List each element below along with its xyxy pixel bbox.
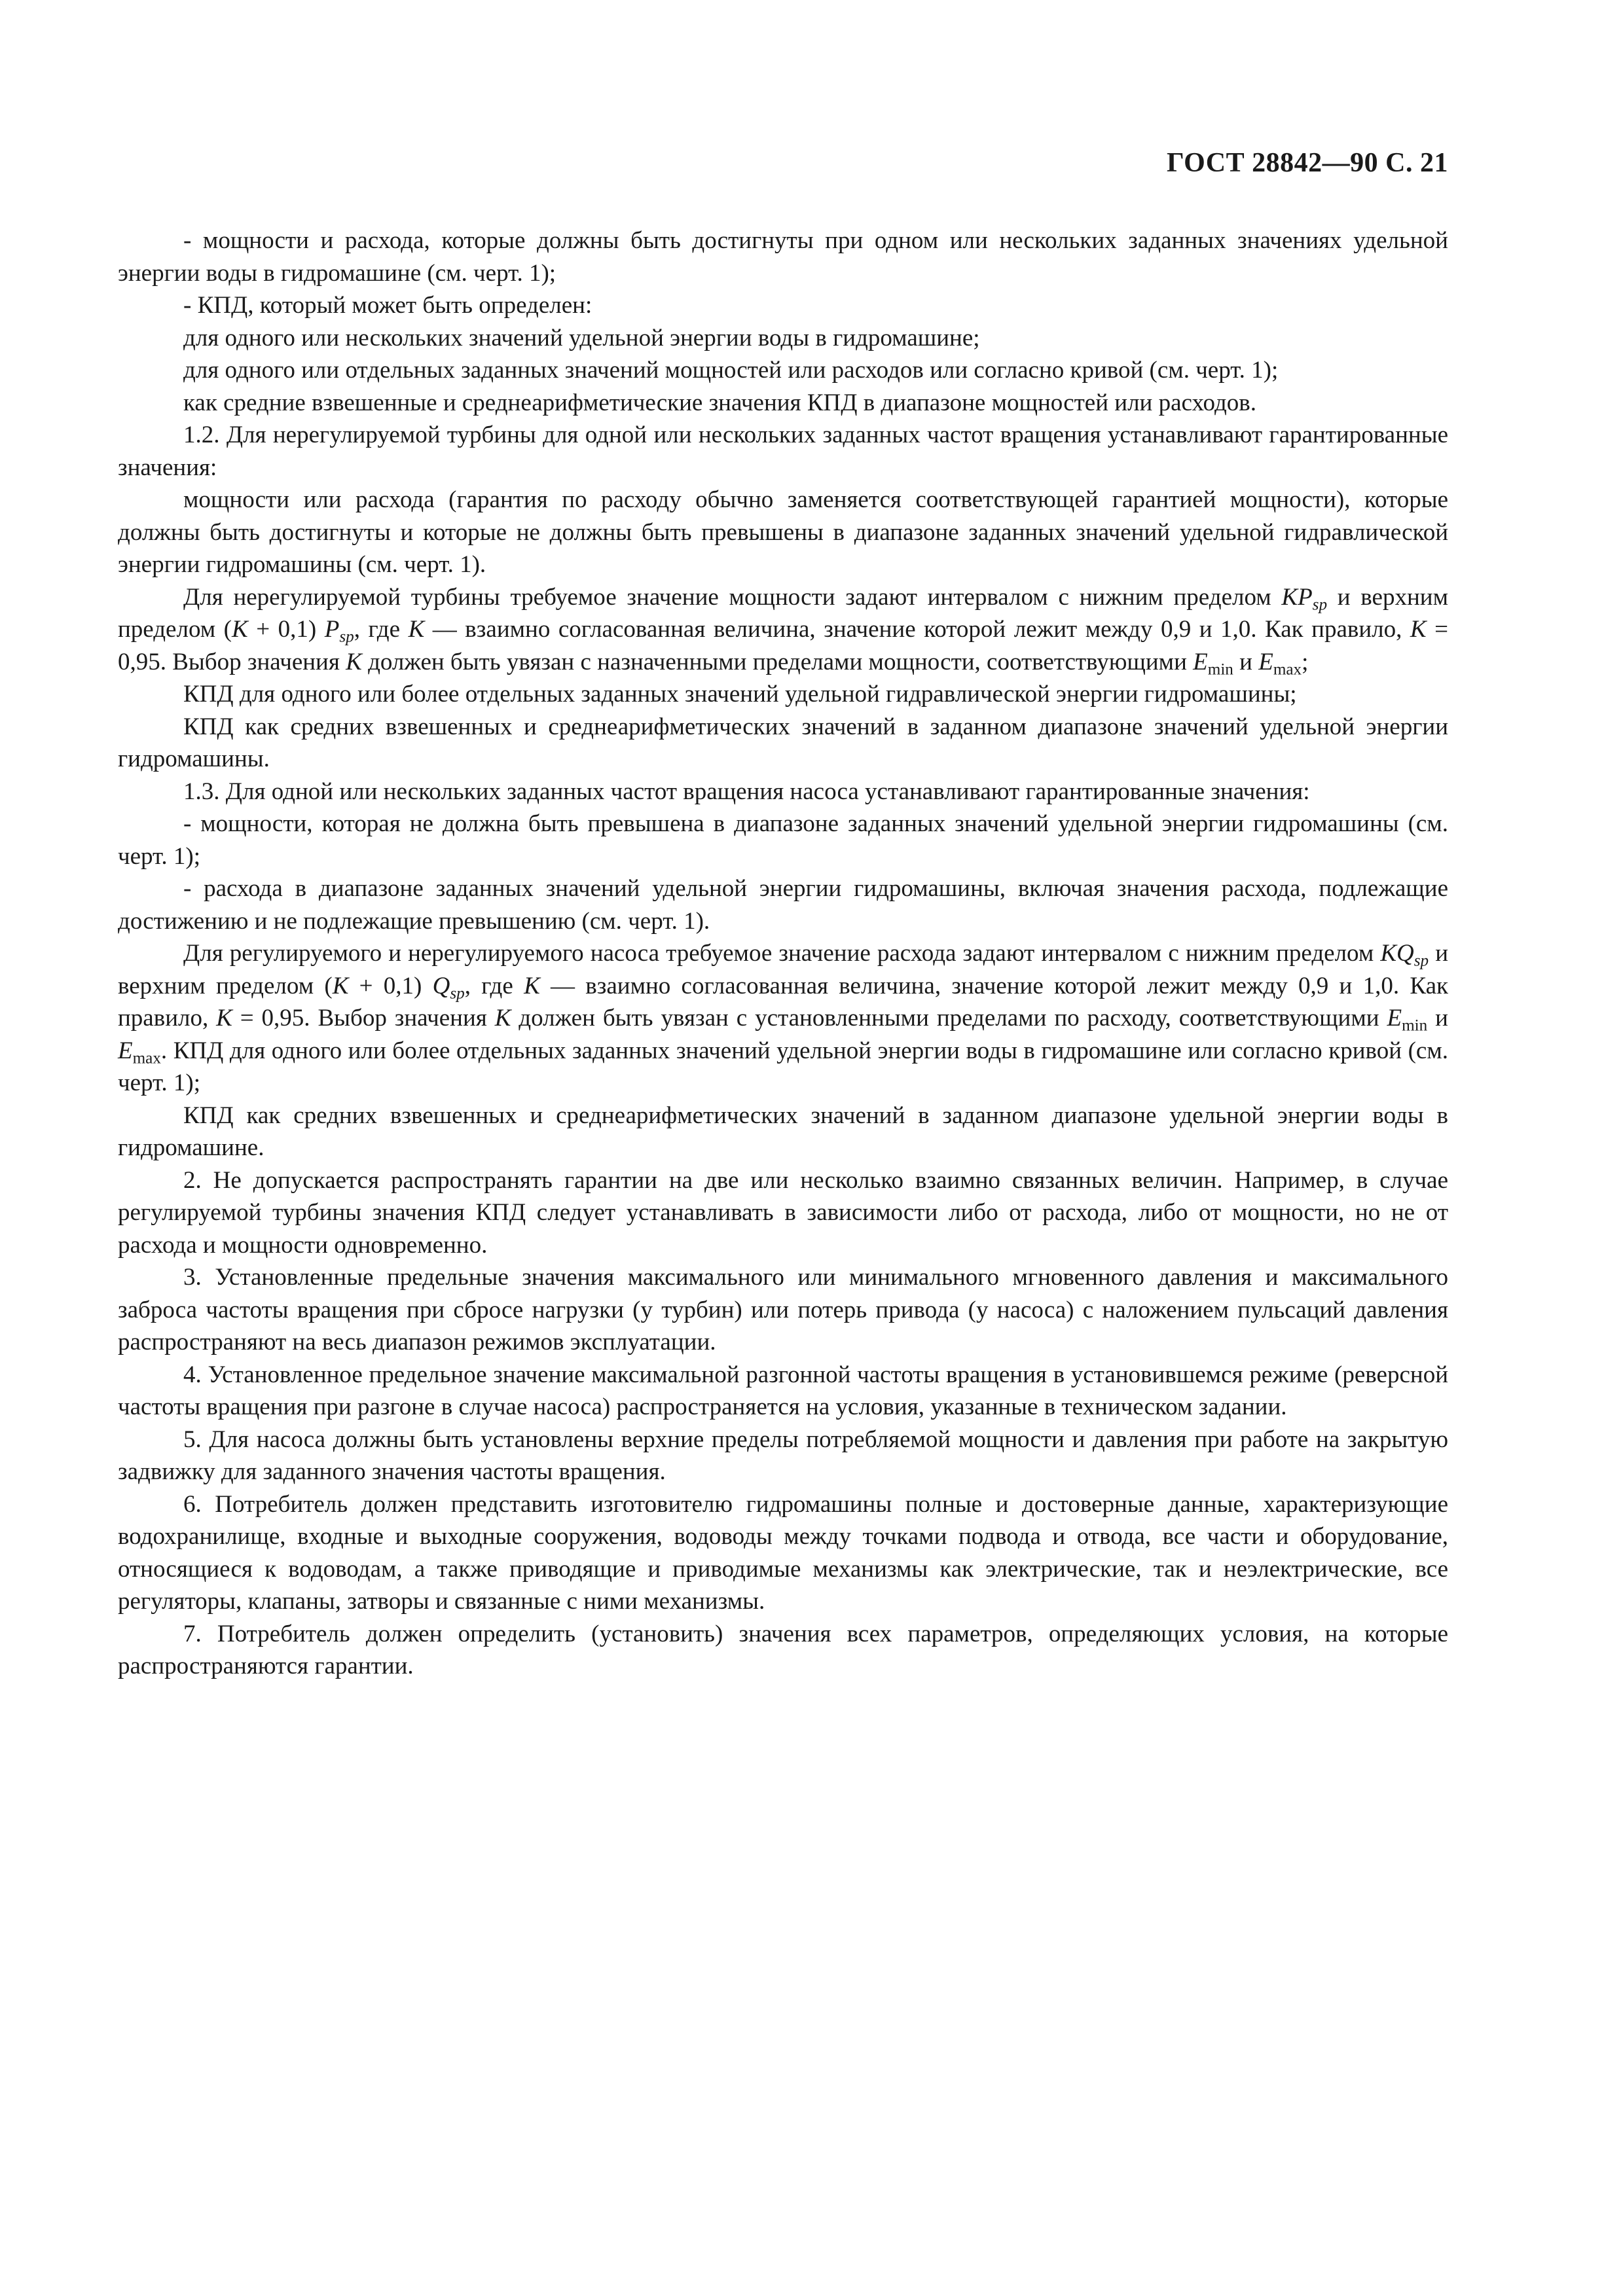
formula-symbol: K bbox=[216, 1005, 232, 1031]
formula-symbol: Q bbox=[432, 972, 450, 999]
text-run: + 0,1) bbox=[247, 616, 325, 643]
formula-subscript bbox=[1414, 952, 1429, 970]
paragraph: 6. Потребитель должен представить изготовителю гидромашины полные и достоверные данные, характеризующие водохранилище, входные и выходные сооружения, водоводы между точками подвода и отвода, все части и оборудование, относящиеся к водоводам, а также приводящие и приводимые механизмы как электрические, так и неэлектрические, все регуляторы, клапаны, затворы и связанные с ними механизмы. bbox=[118, 1490, 1448, 1615]
formula-symbol: K bbox=[1410, 616, 1427, 643]
text-run: = 0,95. Выбор значения bbox=[118, 616, 1448, 675]
text-run: — взаимно согласованная величина, значение которой лежит между 0,9 и 1,0. Как правило, bbox=[424, 616, 1410, 643]
formula-symbol: K bbox=[524, 972, 540, 999]
text-run: должен быть увязан с установленными пределами по расходу, соответствующими bbox=[511, 1005, 1387, 1031]
formula-subscript-text: sp bbox=[1312, 596, 1328, 614]
text-run: , где bbox=[464, 972, 524, 999]
text-run: и bbox=[1427, 1005, 1448, 1031]
paragraph: - расхода в диапазоне заданных значений удельной энергии гидромашины, включая значения расхода, подлежащие достижению и не подлежащие превышению (см. черт. 1). bbox=[118, 875, 1448, 935]
document-page bbox=[118, 0, 1448, 2296]
formula-subscript: max bbox=[132, 1049, 161, 1067]
formula-symbol: E bbox=[1387, 1005, 1402, 1031]
formula-symbol: K bbox=[332, 972, 349, 999]
formula-symbol: K bbox=[346, 648, 362, 675]
formula-subscript: min bbox=[1402, 1016, 1428, 1035]
paragraph: как средние взвешенные и среднеарифметические значения КПД в диапазоне мощностей или расходов. bbox=[183, 389, 1257, 416]
formula-symbol: P bbox=[324, 616, 340, 643]
formula-subscript bbox=[450, 984, 464, 1002]
formula-subscript: max bbox=[1273, 660, 1302, 679]
text-run: и верхним пределом ( bbox=[118, 940, 1448, 999]
text-run: должен быть увязан с назначенными пределами мощности, соответствующими bbox=[361, 648, 1194, 675]
paragraph: мощности или расхода (гарантия по расходу обычно заменяется соответствующей гарантией мощности), которые должны быть достигнуты и которые не должны быть превышены в диапазоне заданных значений удельной гидравлической энергии гидромашины (см. черт. 1). bbox=[118, 486, 1448, 578]
formula-subscript bbox=[339, 628, 354, 646]
text-run: ; bbox=[1302, 648, 1309, 675]
formula-symbol: KQ bbox=[1380, 940, 1414, 967]
paragraph: 2. Не допускается распространять гарантии на две или несколько взаимно связанных величин. Например, в случае регулируемой турбины значения КПД следует устанавливать в зависимости либо от расхода, либо от мощности, но не от расхода и мощности одновременно. bbox=[118, 1166, 1448, 1259]
formula-subscript-text: sp bbox=[450, 984, 465, 1003]
text-run: . КПД для одного или более отдельных заданных значений удельной энергии воды в гидромашине или согласно кривой (см. черт. 1); bbox=[118, 1037, 1448, 1096]
page-header: ГОСТ 28842—90 С. 21 bbox=[1166, 148, 1448, 178]
text-run: = 0,95. Выбор значения bbox=[232, 1005, 495, 1031]
formula-subscript-text: sp bbox=[339, 628, 354, 646]
paragraph: - мощности, которая не должна быть превышена в диапазоне заданных значений удельной энергии гидромашины (см. черт. 1); bbox=[118, 810, 1448, 870]
text-run: — взаимно согласованная величина, значение которой лежит между 0,9 и 1,0. Как правило, bbox=[118, 972, 1448, 1031]
text-run: , где bbox=[354, 616, 409, 643]
paragraph: 7. Потребитель должен определить (установить) значения всех параметров, определяющих условия, на которые распространяются гарантии. bbox=[118, 1620, 1448, 1679]
paragraph: - мощности и расхода, которые должны быть достигнуты при одном или нескольких заданных значениях удельной энергии воды в гидромашине (см. черт. 1); bbox=[118, 227, 1448, 287]
paragraph: для одного или отдельных заданных значений мощностей или расходов или согласно кривой (см. черт. 1); bbox=[183, 357, 1279, 384]
paragraph: 4. Установленное предельное значение максимальной разгонной частоты вращения в установившемся режиме (реверсной частоты вращения при разгоне в случае насоса) распространяется на условия, указанные в техническом задании. bbox=[118, 1361, 1448, 1420]
document-body bbox=[118, 224, 1448, 1683]
paragraph: 1.3. Для одной или нескольких заданных частот вращения насоса устанавливают гарантированные значения: bbox=[183, 778, 1310, 805]
paragraph: 5. Для насоса должны быть установлены верхние пределы потребляемой мощности и давления при работе на закрытую задвижку для заданного значения частоты вращения. bbox=[118, 1426, 1448, 1485]
paragraph: КПД как средних взвешенных и среднеарифметических значений в заданном диапазоне значений удельной энергии гидромашины. bbox=[118, 713, 1448, 772]
formula-symbol: E bbox=[1258, 648, 1273, 675]
formula-subscript: min bbox=[1207, 660, 1233, 679]
formula-symbol: E bbox=[1193, 648, 1208, 675]
formula-symbol: K bbox=[494, 1005, 511, 1031]
paragraph: 1.2. Для нерегулируемой турбины для одной или нескольких заданных частот вращения устанавливают гарантированные значения: bbox=[118, 422, 1448, 481]
text-run: Для нерегулируемой турбины требуемое значение мощности задают интервалом с нижним пределом bbox=[183, 583, 1282, 611]
text-run: + 0,1) bbox=[348, 972, 433, 999]
formula-symbol: KP bbox=[1281, 583, 1313, 611]
paragraph: 3. Установленные предельные значения максимального или минимального мгновенного давления и максимального заброса частоты вращения при сбросе нагрузки (у турбин) или потерь привода (у насоса) с наложением пульсаций давления распространяют на весь диапазон режимов эксплуатации. bbox=[118, 1264, 1448, 1355]
paragraph: для одного или нескольких значений удельной энергии воды в гидромашине; bbox=[183, 324, 980, 351]
text-run: и верхним пределом ( bbox=[118, 583, 1448, 643]
formula-subscript-text: sp bbox=[1413, 952, 1429, 970]
paragraph-power-interval bbox=[118, 581, 1448, 679]
text-run: и bbox=[1233, 648, 1259, 675]
formula-symbol: K bbox=[232, 616, 248, 643]
formula-symbol: E bbox=[118, 1037, 133, 1064]
paragraph-flow-interval bbox=[118, 937, 1448, 1100]
paragraph: КПД как средних взвешенных и среднеарифметических значений в заданном диапазоне удельной энергии воды в гидромашине. bbox=[118, 1102, 1448, 1161]
formula-symbol: K bbox=[408, 616, 425, 643]
text-run: Для регулируемого и нерегулируемого насоса требуемое значение расхода задают интервалом с нижним пределом bbox=[183, 940, 1381, 967]
paragraph: КПД для одного или более отдельных заданных значений удельной гидравлической энергии гидромашины; bbox=[183, 681, 1297, 708]
paragraph: - КПД, который может быть определен: bbox=[183, 292, 593, 319]
formula-subscript bbox=[1313, 596, 1327, 613]
